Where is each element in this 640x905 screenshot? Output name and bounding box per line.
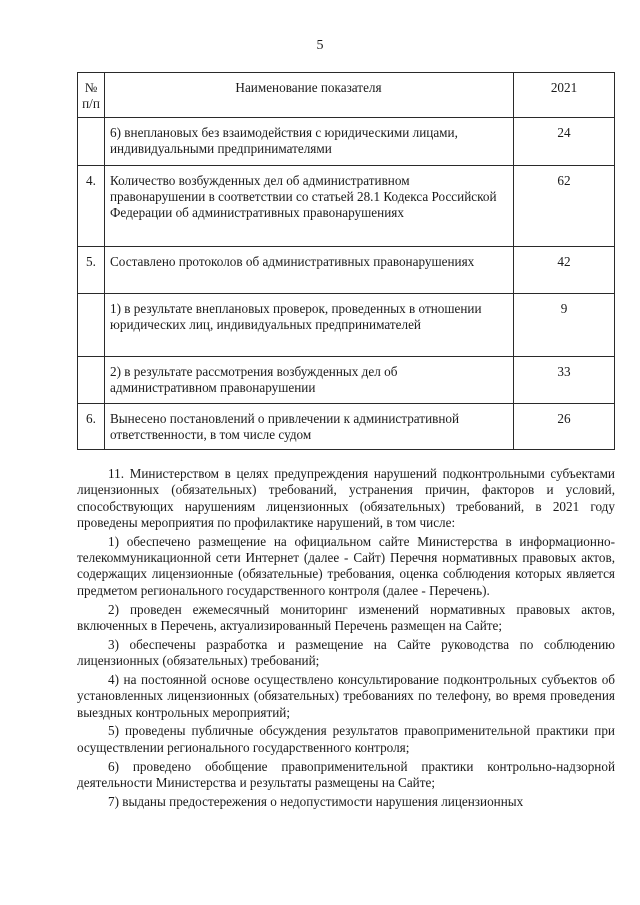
paragraph: 1) обеспечено размещение на официальном сайте Министерства в информационно-телекоммуникационной сети Интернет (далее - Сайт) Перечня нормативных правовых актов, содержащих лицензионные (обязательные) требования, оценка соблюдения которых является предметом регионального государственного контроля (далее - Перечень). <box>77 533 615 598</box>
row-indicator-name: 1) в результате внеплановых проверок, проведенных в отношении юридических лиц, индивидуальных предпринимателей <box>105 294 514 357</box>
row-number: 5. <box>78 247 105 294</box>
row-indicator-name: 6) внеплановых без взаимодействия с юридическими лицами, индивидуальными предпринимателями <box>105 118 514 166</box>
row-indicator-name: 2) в результате рассмотрения возбужденных дел об административном правонарушении <box>105 357 514 404</box>
paragraph: 11. Министерством в целях предупреждения нарушений подконтрольными субъектами лицензионных (обязательных) требований, устранения причин, факторов и условий, способствующих нарушениям лицензионных (обязательных) требований, в 2021 году проведены мероприятия по профилактике нарушений, в том числе: <box>77 466 615 530</box>
paragraph: 3) обеспечены разработка и размещение на Сайте руководства по соблюдению лицензионных (обязательных) требований; <box>77 636 615 669</box>
paragraph: 4) на постоянной основе осуществлено консультирование подконтрольных субъектов об установленных лицензионных (обязательных) требованиях по телефону, во время проведения выездных контрольных мероприятий; <box>77 671 615 720</box>
row-value: 9 <box>514 294 615 357</box>
row-value: 33 <box>514 357 615 404</box>
header-indicator-name: Наименование показателя <box>105 73 514 118</box>
table-row <box>78 166 615 247</box>
indicators-table <box>77 72 615 450</box>
body-text <box>77 466 615 813</box>
row-indicator-name: Вынесено постановлений о привлечении к административной ответственности, в том числе судом <box>105 404 514 450</box>
row-value: 42 <box>514 247 615 294</box>
table-row <box>78 357 615 404</box>
row-number: 4. <box>78 166 105 247</box>
paragraph: 2) проведен ежемесячный мониторинг изменений нормативных правовых актов, включенных в Перечень, актуализированный Перечень размещен на Сайте; <box>77 601 615 633</box>
row-value: 26 <box>514 404 615 450</box>
paragraph: 6) проведено обобщение правоприменительной практики контрольно-надзорной деятельности Министерства и результаты размещены на Сайте; <box>77 758 615 790</box>
table-header-row <box>78 73 615 118</box>
table-row <box>78 247 615 294</box>
header-number: № п/п <box>78 73 105 118</box>
table-row <box>78 118 615 166</box>
table-row <box>78 404 615 450</box>
row-number <box>78 357 105 404</box>
row-indicator-name: Количество возбужденных дел об административном правонарушении в соответствии со статьей 28.1 Кодекса Российской Федерации об административных правонарушениях <box>105 166 514 247</box>
row-value: 24 <box>514 118 615 166</box>
row-indicator-name: Составлено протоколов об административных правонарушениях <box>105 247 514 294</box>
row-number <box>78 294 105 357</box>
page-number: 5 <box>316 38 324 53</box>
paragraph: 5) проведены публичные обсуждения результатов правоприменительной практики при осуществлении регионального государственного контроля; <box>77 723 615 755</box>
header-year: 2021 <box>514 73 615 118</box>
row-value: 62 <box>514 166 615 247</box>
table-row <box>78 294 615 357</box>
row-number: 6. <box>78 404 105 450</box>
paragraph: 7) выданы предостережения о недопустимости нарушения лицензионных <box>108 793 524 809</box>
row-number <box>78 118 105 166</box>
